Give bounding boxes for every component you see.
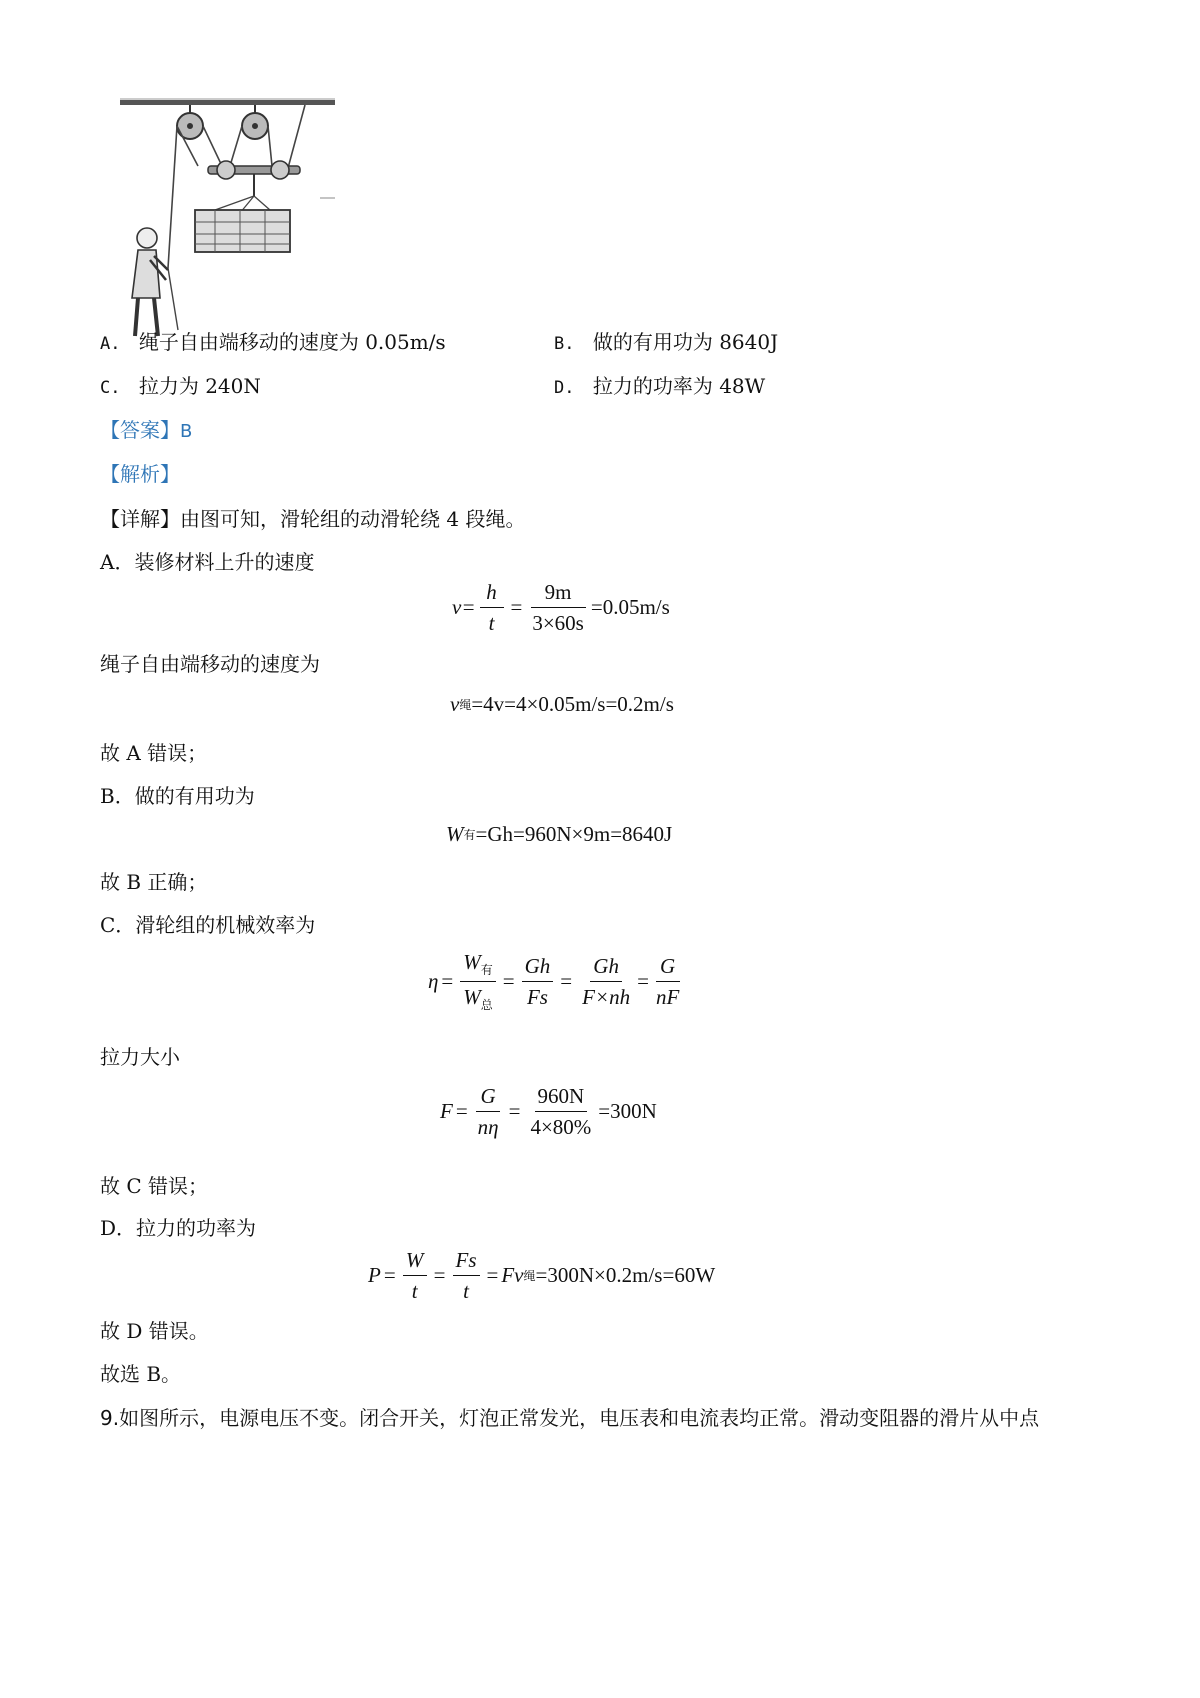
step-d-conclusion: 故 D 错误。: [100, 1319, 209, 1343]
eq5-equals-1: =: [455, 1099, 468, 1124]
eq2-rest: =4v=4×0.05m/s=0.2m/s: [471, 692, 674, 716]
final-answer: 故选 B。: [100, 1362, 182, 1386]
option-b: [554, 326, 778, 355]
eq1-f2-num: 9m: [531, 580, 586, 608]
eq4-f2-num: Gh: [522, 954, 554, 982]
option-b-letter: B.: [554, 334, 575, 354]
step-a-conclusion: 故 A 错误；: [100, 741, 208, 765]
equation-useful-work: [446, 822, 672, 847]
eq1-equals: =: [510, 595, 523, 620]
eq4-equals-2: =: [502, 968, 515, 993]
option-a-letter: A.: [100, 334, 121, 354]
eq6-f2-num: Fs: [453, 1248, 480, 1276]
eq5-f2-den: 4×80%: [530, 1115, 592, 1140]
option-c: [100, 370, 261, 399]
step-d-intro: D．拉力的功率为: [100, 1216, 257, 1240]
eq1-frac-values: [529, 580, 587, 635]
option-b-text: 做的有用功为 8640J: [592, 330, 779, 354]
eq4-f2-den: Fs: [526, 984, 548, 1009]
analysis-label: 【解析】: [100, 462, 180, 486]
eq6-mid: Fv: [501, 1263, 524, 1288]
eq2-sub: 绳: [459, 698, 472, 712]
eq1-f1-den: t: [488, 611, 495, 636]
option-a-text: 绳子自由端移动的速度为 0.05m/s: [138, 330, 446, 354]
eq5-f2-num: 960N: [535, 1084, 588, 1112]
detail-label: 【详解】: [100, 507, 180, 531]
equation-force: [440, 1084, 657, 1139]
eq5-rhs: =300N: [598, 1099, 657, 1124]
option-d-text: 拉力的功率为 48W: [592, 374, 766, 398]
eq5-f1-den: nη: [477, 1115, 499, 1140]
eq4-f4-num: G: [656, 954, 680, 982]
eq6-f1-num: W: [403, 1248, 427, 1276]
option-d: [554, 370, 765, 399]
eq1-rhs: =0.05m/s: [590, 595, 670, 620]
eq6-f2-den: t: [463, 1279, 469, 1304]
answer-label: 【答案】: [100, 418, 180, 442]
step-a-rope-intro: 绳子自由端移动的速度为: [100, 652, 320, 676]
eq6-sub: 绳: [523, 1269, 536, 1284]
eq3-rest: =Gh=960N×9m=8640J: [475, 822, 673, 846]
eq4-frac-gh-fs: [522, 954, 554, 1009]
eq6-f1-den: t: [411, 1279, 418, 1304]
eq4-f1-den: W: [463, 984, 481, 1009]
option-a: [100, 326, 446, 355]
step-a-intro: A．装修材料上升的速度: [100, 550, 315, 574]
eq1-lhs: v=: [452, 595, 476, 620]
eq4-eta: η: [428, 968, 439, 993]
eq4-f1-num-sub: 有: [480, 963, 493, 977]
answer-line: [100, 414, 192, 443]
pulley-figure: [120, 98, 370, 338]
eq4-frac-gh-fnh: [579, 954, 633, 1009]
eq4-f1-den-sub: 总: [480, 997, 493, 1012]
eq5-frac-g-neta: [475, 1084, 502, 1139]
analysis-line: [100, 458, 180, 487]
eq2-v: v: [450, 692, 460, 716]
eq4-equals-1: =: [441, 968, 454, 993]
equation-rope-speed: [450, 692, 674, 717]
eq6-equals-3: =: [486, 1263, 499, 1288]
equation-efficiency: [428, 950, 686, 1013]
step-c-conclusion: 故 C 错误；: [100, 1174, 209, 1198]
eq4-f4-den: nF: [655, 984, 680, 1009]
eq4-equals-3: =: [560, 968, 573, 993]
eq1-f1-num: h: [480, 580, 504, 608]
equation-power: [368, 1248, 715, 1303]
eq1-f2-den: 3×60s: [532, 611, 584, 636]
eq5-equals-2: =: [508, 1099, 521, 1124]
detail-line: [100, 503, 525, 532]
eq4-frac-g-nf: [653, 954, 682, 1009]
eq6-lhs: P: [368, 1263, 381, 1288]
step-c-intro: C．滑轮组的机械效率为: [100, 913, 316, 937]
step-b-intro: B．做的有用功为: [100, 784, 255, 808]
question-9: 9.如图所示，电源电压不变。闭合开关，灯泡正常发光，电压表和电流表均正常。滑动变阻器的滑片从中点: [100, 1406, 1040, 1430]
eq5-lhs: F: [440, 1099, 453, 1124]
eq6-equals-1: =: [383, 1263, 396, 1288]
eq4-equals-4: =: [637, 968, 649, 993]
eq3-sub: 有: [463, 828, 476, 842]
eq4-f3-den: F×nh: [582, 984, 631, 1009]
eq5-f1-num: G: [476, 1084, 500, 1112]
option-c-text: 拉力为 240N: [138, 374, 261, 398]
eq4-f1-num: W: [463, 950, 481, 974]
answer-value: B: [180, 421, 193, 442]
eq6-equals-2: =: [433, 1263, 446, 1288]
step-c-force-intro: 拉力大小: [100, 1045, 180, 1069]
eq6-rhs: =300N×0.2m/s=60W: [535, 1263, 716, 1288]
eq6-frac-w-t: [403, 1248, 427, 1303]
eq3-w: W: [446, 822, 464, 846]
option-c-letter: C.: [100, 378, 121, 398]
eq6-frac-fs-t: [453, 1248, 480, 1303]
step-b-conclusion: 故 B 正确；: [100, 870, 208, 894]
detail-text: 由图可知，滑轮组的动滑轮绕 4 段绳。: [180, 507, 526, 531]
eq1-frac-h-t: [480, 580, 504, 635]
eq4-frac-work: [460, 950, 496, 1013]
equation-velocity: [452, 580, 670, 635]
eq4-f3-num: Gh: [590, 954, 622, 982]
option-d-letter: D.: [554, 378, 575, 398]
eq5-frac-values: [527, 1084, 594, 1139]
